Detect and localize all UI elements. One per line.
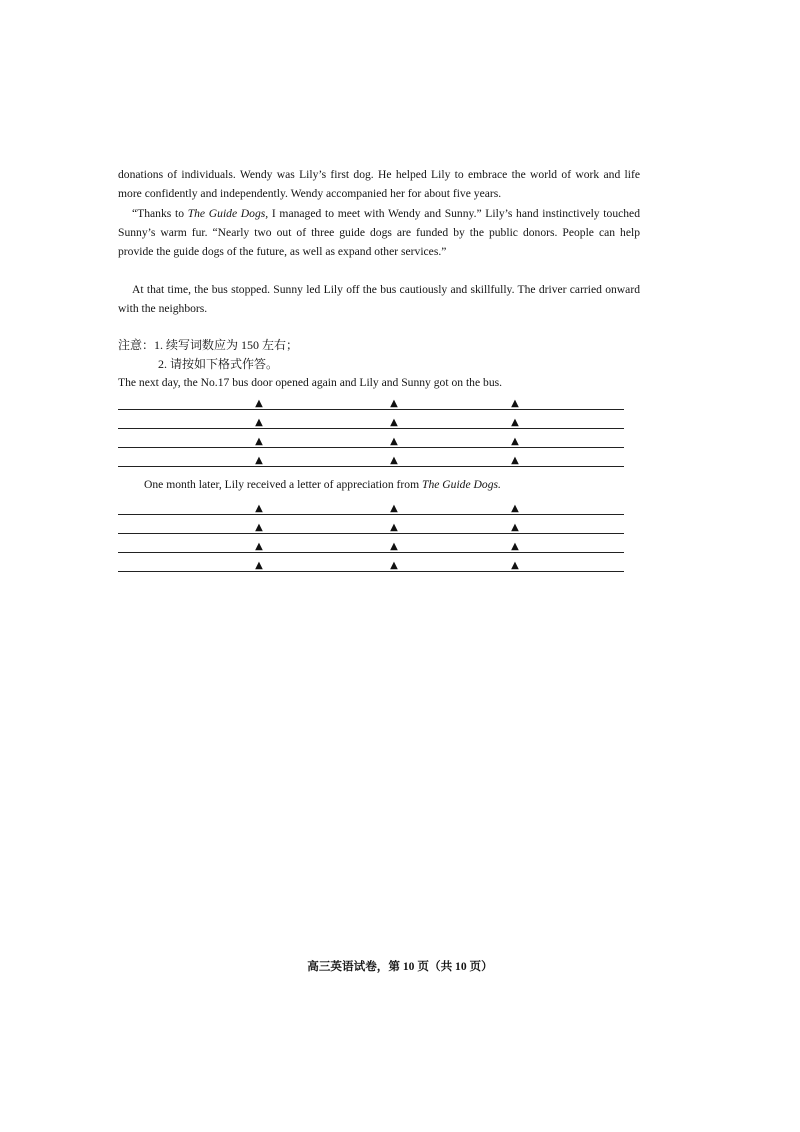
passage-text-2-italic: The Guide Dogs, [187, 207, 269, 220]
triangle-marker-icon: ▲ [511, 398, 519, 409]
answer-line [118, 466, 624, 467]
triangle-marker-icon: ▲ [390, 560, 398, 571]
answer-line [118, 409, 624, 410]
triangle-marker-icon: ▲ [511, 541, 519, 552]
answer-line [118, 533, 624, 534]
triangle-marker-icon: ▲ [511, 503, 519, 514]
continuation-prompt-2-italic: The Guide Dogs. [422, 478, 501, 491]
answer-line [118, 571, 624, 572]
passage-text-1: donations of individuals. Wendy was Lily’s first dog. He helped Lily to embrace the world of work and life more confidently and independently. Wendy accompanied her for about five years. [118, 168, 640, 200]
triangle-marker-icon: ▲ [511, 436, 519, 447]
page-footer: 高三英语试卷，第 10 页（共 10 页） [307, 960, 493, 973]
triangle-marker-icon: ▲ [390, 503, 398, 514]
answer-line [118, 514, 624, 515]
passage-paragraph-2 [118, 204, 640, 261]
triangle-marker-icon: ▲ [255, 436, 263, 447]
triangle-marker-icon: ▲ [390, 541, 398, 552]
passage-paragraph-1 [118, 165, 640, 203]
passage-text-2a: “Thanks to [132, 207, 188, 220]
triangle-marker-icon: ▲ [255, 398, 263, 409]
passage-text-2b: I managed to meet with Wendy and Sunny.” Lily’s hand instinctively touched Sunny’s warm fur. “Nearly two out of three guide dogs are funded by the public donors. People can help provide the guide dogs of the future, as well as expand other services.” [118, 207, 641, 258]
answer-line [118, 552, 624, 553]
instruction-note-1: 注意：1. 续写词数应为 150 左右； [118, 338, 299, 352]
instruction-note-2: 2. 请按如下格式作答。 [158, 357, 279, 371]
triangle-marker-icon: ▲ [390, 398, 398, 409]
triangle-marker-icon: ▲ [255, 417, 263, 428]
triangle-marker-icon: ▲ [390, 436, 398, 447]
answer-line [118, 428, 624, 429]
triangle-marker-icon: ▲ [511, 455, 519, 466]
triangle-marker-icon: ▲ [390, 417, 398, 428]
triangle-marker-icon: ▲ [511, 417, 519, 428]
triangle-marker-icon: ▲ [255, 541, 263, 552]
passage-text-3: At that time, the bus stopped. Sunny led Lily off the bus cautiously and skillfully. The driver carried onward with the neighbors. [118, 283, 640, 315]
passage-paragraph-3 [118, 280, 640, 318]
triangle-marker-icon: ▲ [255, 522, 263, 533]
continuation-prompt-2 [144, 478, 501, 491]
triangle-marker-icon: ▲ [511, 560, 519, 571]
triangle-marker-icon: ▲ [255, 455, 263, 466]
triangle-marker-icon: ▲ [511, 522, 519, 533]
triangle-marker-icon: ▲ [390, 455, 398, 466]
triangle-marker-icon: ▲ [255, 560, 263, 571]
triangle-marker-icon: ▲ [255, 503, 263, 514]
continuation-prompt-1: The next day, the No.17 bus door opened again and Lily and Sunny got on the bus. [118, 376, 503, 389]
continuation-prompt-2-text: One month later, Lily received a letter of appreciation from [144, 478, 422, 491]
triangle-marker-icon: ▲ [390, 522, 398, 533]
answer-line [118, 447, 624, 448]
